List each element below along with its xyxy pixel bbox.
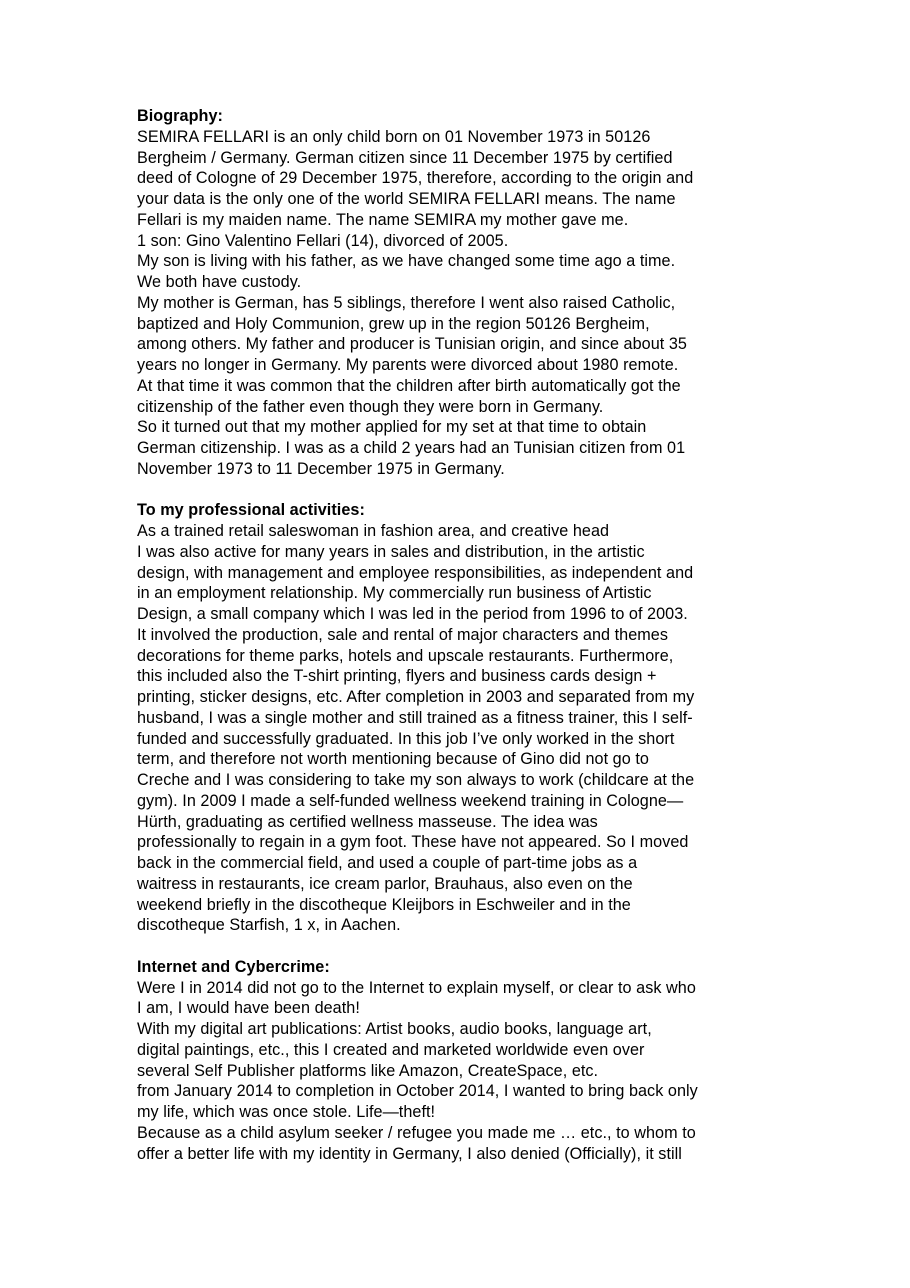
text-line: your data is the only one of the world SEMIRA FELLARI means. The name [137,190,676,208]
text-line: my life, which was once stole. Life—theft! [137,1103,436,1121]
text-line: this included also the T-shirt printing, flyers and business cards design + [137,667,657,686]
text-line: Creche and I was considering to take my son always to work (childcare at the [137,771,695,789]
document-content [137,106,780,1164]
text-line: professionally to regain in a gym foot. These have not appeared. So I moved [137,833,689,852]
section-heading: To my professional activities: [137,501,365,520]
text-line: decorations for theme parks, hotels and upscale restaurants. Furthermore, [137,646,674,665]
section-gap [137,480,780,501]
text-line: Hürth, graduating as certified wellness masseuse. The idea was [137,812,598,831]
text-line: German citizenship. I was as a child 2 years had an Tunisian citizen from 01 [137,439,686,457]
text-line: weekend briefly in the discotheque Kleijbors in Eschweiler and in the [137,895,631,914]
text-line: It involved the production, sale and rental of major characters and themes [137,625,668,644]
text-line: deed of Cologne of 29 December 1975, therefore, according to the origin and [137,169,694,188]
text-line: Were I in 2014 did not go to the Internet to explain myself, or clear to ask who [137,978,696,997]
text-line: 1 son: Gino Valentino Fellari (14), divorced of 2005. [137,231,509,250]
text-line: At that time it was common that the children after birth automatically got the [137,376,681,395]
section-gap [137,936,780,957]
text-line: discotheque Starfish, 1 x, in Aachen. [137,916,401,935]
text-line: husband, I was a single mother and still trained as a fitness trainer, this I self- [137,708,693,727]
text-line: printing, sticker designs, etc. After completion in 2003 and separated from my [137,688,695,706]
text-line: Bergheim / Germany. German citizen since 11 December 1975 by certified [137,148,673,167]
text-line: term, and therefore not worth mentioning because of Gino did not go to [137,750,649,769]
text-line: back in the commercial field, and used a couple of part-time jobs as a [137,854,638,872]
text-line: November 1973 to 11 December 1975 in Germany. [137,459,505,478]
text-line: SEMIRA FELLARI is an only child born on 01 November 1973 in 50126 [137,127,651,146]
text-line: digital paintings, etc., this I created and marketed worldwide even over [137,1040,645,1059]
text-line: My son is living with his father, as we have changed some time ago a time. [137,252,676,271]
text-line: offer a better life with my identity in Germany, I also denied (Officially), it still [137,1144,682,1163]
text-line: As a trained retail saleswoman in fashion area, and creative head [137,522,610,540]
text-line: several Self Publisher platforms like Amazon, CreateSpace, etc. [137,1061,599,1080]
text-line: funded and successfully graduated. In this job I’ve only worked in the short [137,729,675,748]
text-line: waitress in restaurants, ice cream parlor, Brauhaus, also even on the [137,874,633,893]
text-line: years no longer in Germany. My parents were divorced about 1980 remote. [137,356,679,374]
section-heading: Internet and Cybercrime: [137,957,330,976]
text-line: Design, a small company which I was led in the period from 1996 to of 2003. [137,605,688,623]
text-line: So it turned out that my mother applied for my set at that time to obtain [137,418,647,437]
text-line: My mother is German, has 5 siblings, therefore I went also raised Catholic, [137,293,676,312]
text-line: citizenship of the father even though they were born in Germany. [137,397,604,416]
text-line: With my digital art publications: Artist books, audio books, language art, [137,1020,652,1038]
text-line: from January 2014 to completion in October 2014, I wanted to bring back only [137,1082,698,1101]
text-line: in an employment relationship. My commercially run business of Artistic [137,584,652,603]
text-line: baptized and Holy Communion, grew up in the region 50126 Bergheim, [137,314,650,333]
text-line: gym). In 2009 I made a self-funded wellness weekend training in Cologne— [137,791,684,810]
text-line: I am, I would have been death! [137,999,360,1018]
text-line: Fellari is my maiden name. The name SEMIRA my mother gave me. [137,210,629,229]
section-heading: Biography: [137,107,223,125]
text-line: We both have custody. [137,273,302,291]
text-line: design, with management and employee responsibilities, as independent and [137,563,694,582]
text-line: I was also active for many years in sales and distribution, in the artistic [137,542,645,561]
text-line: Because as a child asylum seeker / refugee you made me … etc., to whom to [137,1123,696,1142]
text-line: among others. My father and producer is Tunisian origin, and since about 35 [137,335,687,354]
